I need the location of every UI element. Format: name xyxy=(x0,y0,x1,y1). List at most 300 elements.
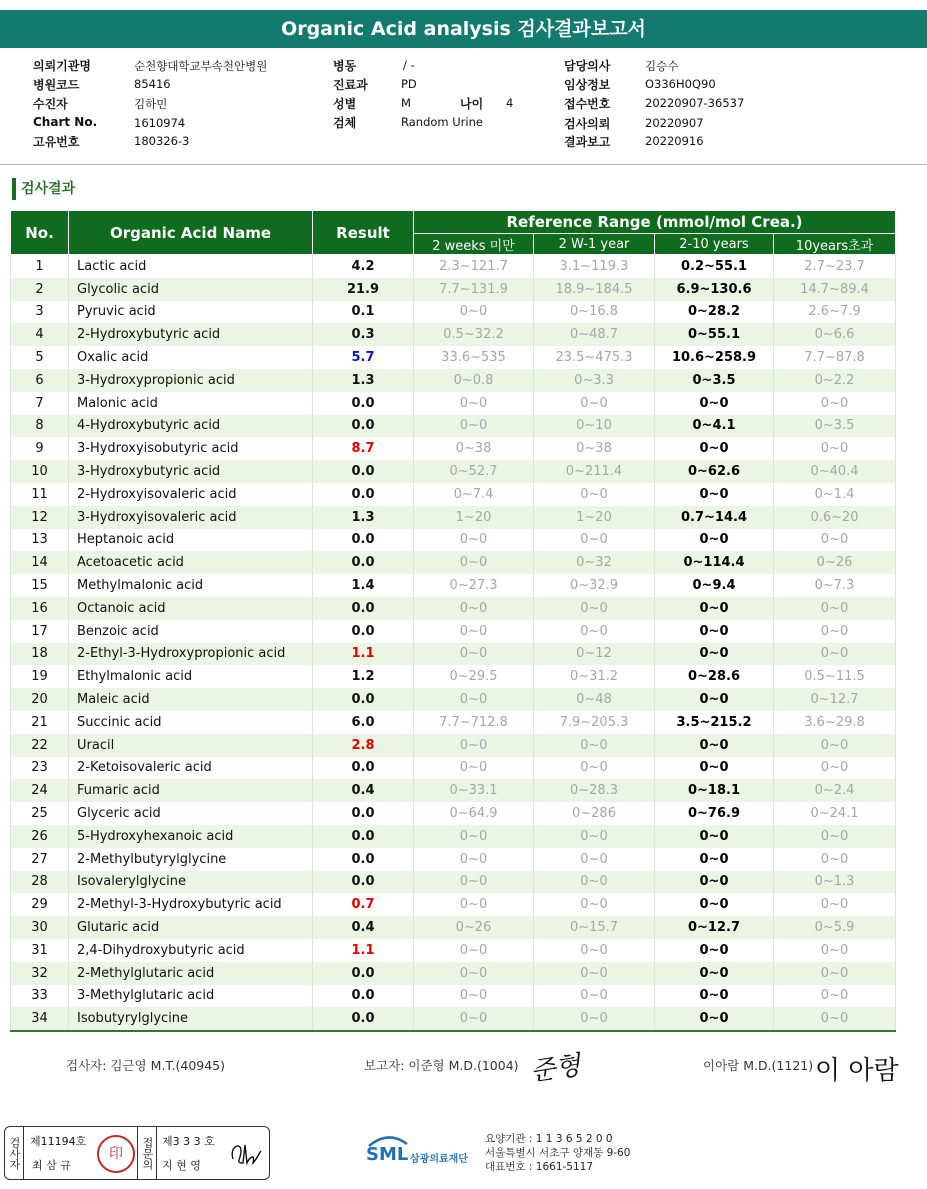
cell-range-2-10years: 0~0 xyxy=(655,597,774,620)
table-row xyxy=(11,939,896,962)
cell-range-2w-1year: 0~0 xyxy=(534,529,655,552)
cell-range-2w-1year: 0~0 xyxy=(534,825,655,848)
cell-range-2weeks: 0~0 xyxy=(414,392,534,415)
cell-result: 0.0 xyxy=(313,688,414,711)
cell-no: 9 xyxy=(11,437,69,460)
cell-range-2weeks: 0~0 xyxy=(414,848,534,871)
cell-range-2-10years: 0~12.7 xyxy=(655,916,774,939)
cell-range-2w-1year: 0~10 xyxy=(534,415,655,438)
cell-range-2w-1year: 0~31.2 xyxy=(534,665,655,688)
cell-result: 0.0 xyxy=(313,825,414,848)
table-row xyxy=(11,415,896,438)
value-unique-no: 180326-3 xyxy=(134,134,190,148)
cell-range-10years: 0~0 xyxy=(774,848,896,871)
cell-name: Ethylmalonic acid xyxy=(69,665,313,688)
cell-result: 0.0 xyxy=(313,460,414,483)
cell-name: Heptanoic acid xyxy=(69,529,313,552)
cell-result: 0.3 xyxy=(313,323,414,346)
cell-range-2weeks: 0~27.3 xyxy=(414,574,534,597)
cell-range-10years: 0~0 xyxy=(774,643,896,666)
cell-result: 1.4 xyxy=(313,574,414,597)
cell-name: 3-Hydroxybutyric acid xyxy=(69,460,313,483)
header-name: Organic Acid Name xyxy=(69,211,313,255)
cell-name: Glutaric acid xyxy=(69,916,313,939)
cell-name: 2-Ethyl-3-Hydroxypropionic acid xyxy=(69,643,313,666)
table-row xyxy=(11,734,896,757)
cell-range-2-10years: 0~76.9 xyxy=(655,802,774,825)
table-row xyxy=(11,962,896,985)
table-row xyxy=(11,985,896,1008)
cell-range-2w-1year: 0~0 xyxy=(534,848,655,871)
examiner-signature-line: 검사자: 김근영 M.T.(40945) xyxy=(66,1058,226,1073)
value-doctor: 김승수 xyxy=(645,59,679,73)
reporter-signature-line: 보고자: 이준형 M.D.(1004) xyxy=(364,1058,519,1073)
org-address: 서울특별시 서초구 양재동 9-60 xyxy=(485,1147,631,1159)
cell-no: 16 xyxy=(11,597,69,620)
table-row xyxy=(11,551,896,574)
label-ward: 병동 xyxy=(333,59,357,73)
cell-no: 24 xyxy=(11,779,69,802)
cell-name: Pyruvic acid xyxy=(69,301,313,324)
header-range-2: 2 W-1 year xyxy=(534,234,655,255)
cell-range-2w-1year: 0~3.3 xyxy=(534,369,655,392)
cell-result: 0.0 xyxy=(313,1007,414,1031)
cell-no: 33 xyxy=(11,985,69,1008)
specialist-label-vertical xyxy=(137,1127,157,1179)
cell-result: 1.3 xyxy=(313,369,414,392)
table-row xyxy=(11,346,896,369)
cell-range-2-10years: 0~0 xyxy=(655,734,774,757)
patient-info xyxy=(0,52,927,165)
examiner-name: 최 삼 규 xyxy=(32,1159,71,1172)
org-code: 요양기관 : 1 1 3 6 5 2 0 0 xyxy=(485,1133,613,1145)
section-title: 검사결과 xyxy=(12,178,75,200)
cell-range-10years: 0~0 xyxy=(774,734,896,757)
cell-range-2-10years: 0~0 xyxy=(655,437,774,460)
cell-range-2weeks: 0~29.5 xyxy=(414,665,534,688)
cell-no: 8 xyxy=(11,415,69,438)
cell-range-2w-1year: 0~15.7 xyxy=(534,916,655,939)
cell-range-2weeks: 0~0 xyxy=(414,415,534,438)
cell-no: 17 xyxy=(11,620,69,643)
header-reference: Reference Range (mmol/mol Crea.) xyxy=(414,211,896,234)
label-report-date: 결과보고 xyxy=(564,135,611,149)
header-result: Result xyxy=(313,211,414,255)
specialist-license-no: 제3 3 3 호 xyxy=(162,1135,215,1148)
table-row xyxy=(11,529,896,552)
cell-result: 0.0 xyxy=(313,985,414,1008)
cell-range-10years: 0~0 xyxy=(774,757,896,780)
table-row xyxy=(11,848,896,871)
cell-range-10years: 0~0 xyxy=(774,825,896,848)
cell-range-2w-1year: 0~211.4 xyxy=(534,460,655,483)
cell-range-2-10years: 0~0 xyxy=(655,757,774,780)
cell-range-2weeks: 1~20 xyxy=(414,506,534,529)
logo-subtext: 삼광의료재단 xyxy=(410,1154,468,1165)
cell-range-2weeks: 0~0 xyxy=(414,871,534,894)
table-row xyxy=(11,323,896,346)
cell-range-2-10years: 0~0 xyxy=(655,962,774,985)
cell-no: 23 xyxy=(11,757,69,780)
cell-name: 2-Ketoisovaleric acid xyxy=(69,757,313,780)
cell-range-2-10years: 0~0 xyxy=(655,643,774,666)
header-no: No. xyxy=(11,211,69,255)
table-row xyxy=(11,643,896,666)
cell-range-2-10years: 10.6~258.9 xyxy=(655,346,774,369)
value-request-date: 20220907 xyxy=(645,116,704,130)
table-row xyxy=(11,871,896,894)
cell-result: 0.0 xyxy=(313,392,414,415)
cell-range-2weeks: 7.7~131.9 xyxy=(414,278,534,301)
table-row xyxy=(11,483,896,506)
value-clinical-info: O336H0Q90 xyxy=(645,77,716,91)
cell-range-2-10years: 0~9.4 xyxy=(655,574,774,597)
cell-range-10years: 7.7~87.8 xyxy=(774,346,896,369)
cell-range-2weeks: 0~0 xyxy=(414,620,534,643)
cell-range-10years: 0~1.4 xyxy=(774,483,896,506)
cell-range-2-10years: 0~114.4 xyxy=(655,551,774,574)
cell-range-10years: 0~26 xyxy=(774,551,896,574)
cell-name: 3-Hydroxyisobutyric acid xyxy=(69,437,313,460)
table-row xyxy=(11,620,896,643)
cell-range-2w-1year: 0~0 xyxy=(534,392,655,415)
table-row xyxy=(11,255,896,278)
label-sex: 성별 xyxy=(333,97,357,111)
cell-range-2weeks: 0~26 xyxy=(414,916,534,939)
cell-name: 2,4-Dihydroxybutyric acid xyxy=(69,939,313,962)
examiner-label-vertical xyxy=(5,1127,24,1179)
cell-range-10years: 0~0 xyxy=(774,620,896,643)
cell-result: 0.4 xyxy=(313,779,414,802)
cell-no: 18 xyxy=(11,643,69,666)
cell-range-2w-1year: 0~32 xyxy=(534,551,655,574)
cell-name: 2-Methylbutyrylglycine xyxy=(69,848,313,871)
cell-range-10years: 2.7~23.7 xyxy=(774,255,896,278)
cell-no: 29 xyxy=(11,893,69,916)
cell-range-10years: 0~0 xyxy=(774,939,896,962)
cell-result: 0.0 xyxy=(313,802,414,825)
cell-result: 1.3 xyxy=(313,506,414,529)
table-row xyxy=(11,369,896,392)
cell-result: 0.0 xyxy=(313,757,414,780)
cell-range-2weeks: 2.3~121.7 xyxy=(414,255,534,278)
cell-range-2weeks: 7.7~712.8 xyxy=(414,711,534,734)
cell-range-2weeks: 0~7.4 xyxy=(414,483,534,506)
specialist-label-text: 접문의 xyxy=(141,1136,154,1170)
table-row xyxy=(11,597,896,620)
value-ward: / - xyxy=(403,58,415,72)
cell-range-2w-1year: 0~0 xyxy=(534,597,655,620)
cell-no: 26 xyxy=(11,825,69,848)
seal-stamp: 印 xyxy=(97,1135,135,1173)
value-collector: 김하민 xyxy=(134,97,168,111)
cell-no: 4 xyxy=(11,323,69,346)
cell-no: 30 xyxy=(11,916,69,939)
cell-range-2w-1year: 0~16.8 xyxy=(534,301,655,324)
cell-name: 3-Hydroxypropionic acid xyxy=(69,369,313,392)
label-unique-no: 고유번호 xyxy=(33,135,80,149)
reporter-signature: 준형 xyxy=(528,1050,583,1088)
cell-no: 28 xyxy=(11,871,69,894)
cell-name: 3-Methylglutaric acid xyxy=(69,985,313,1008)
organization-info xyxy=(485,1132,630,1174)
cell-range-10years: 0~2.2 xyxy=(774,369,896,392)
cell-name: Malonic acid xyxy=(69,392,313,415)
cell-name: 2-Hydroxyisovaleric acid xyxy=(69,483,313,506)
cell-range-2weeks: 0~38 xyxy=(414,437,534,460)
cell-range-2w-1year: 0~38 xyxy=(534,437,655,460)
cell-range-2weeks: 0~33.1 xyxy=(414,779,534,802)
cell-range-2w-1year: 0~48 xyxy=(534,688,655,711)
cell-name: 4-Hydroxybutyric acid xyxy=(69,415,313,438)
report-title: Organic Acid analysis 검사결과보고서 xyxy=(0,10,927,48)
table-row xyxy=(11,1007,896,1031)
table-row xyxy=(11,574,896,597)
cell-result: 4.2 xyxy=(313,255,414,278)
cell-no: 34 xyxy=(11,1007,69,1031)
cell-result: 8.7 xyxy=(313,437,414,460)
cell-result: 6.0 xyxy=(313,711,414,734)
value-age: 4 xyxy=(506,96,514,110)
cell-name: 2-Methylglutaric acid xyxy=(69,962,313,985)
cell-range-2w-1year: 0~0 xyxy=(534,757,655,780)
license-stamp-box xyxy=(4,1126,270,1180)
specialist-signature-icon xyxy=(227,1137,265,1171)
cell-range-10years: 3.6~29.8 xyxy=(774,711,896,734)
cell-range-2weeks: 0~0 xyxy=(414,893,534,916)
doctor-signature-line: 이아람 M.D.(1121) xyxy=(703,1058,814,1073)
cell-name: Lactic acid xyxy=(69,255,313,278)
cell-no: 7 xyxy=(11,392,69,415)
cell-range-2w-1year: 3.1~119.3 xyxy=(534,255,655,278)
cell-range-10years: 0.6~20 xyxy=(774,506,896,529)
table-row xyxy=(11,711,896,734)
cell-name: Isovalerylglycine xyxy=(69,871,313,894)
org-phone: 대표번호 : 1661-5117 xyxy=(485,1161,594,1173)
table-row xyxy=(11,278,896,301)
cell-name: Glyceric acid xyxy=(69,802,313,825)
cell-result: 0.4 xyxy=(313,916,414,939)
table-row xyxy=(11,779,896,802)
cell-no: 15 xyxy=(11,574,69,597)
cell-range-2-10years: 0~18.1 xyxy=(655,779,774,802)
cell-result: 0.0 xyxy=(313,848,414,871)
value-institution: 순천향대학교부속천안병원 xyxy=(134,59,268,73)
value-specimen: Random Urine xyxy=(401,115,483,129)
value-hospital-code: 85416 xyxy=(134,77,171,91)
table-row xyxy=(11,437,896,460)
cell-range-2weeks: 0~0 xyxy=(414,939,534,962)
cell-range-2-10years: 3.5~215.2 xyxy=(655,711,774,734)
cell-range-10years: 0~0 xyxy=(774,985,896,1008)
cell-range-2weeks: 0~0 xyxy=(414,688,534,711)
cell-name: 3-Hydroxyisovaleric acid xyxy=(69,506,313,529)
value-sex: M xyxy=(401,96,411,110)
cell-range-10years: 0~0 xyxy=(774,597,896,620)
table-row xyxy=(11,893,896,916)
cell-no: 11 xyxy=(11,483,69,506)
cell-range-2weeks: 0.5~32.2 xyxy=(414,323,534,346)
cell-range-2w-1year: 0~0 xyxy=(534,620,655,643)
cell-range-2-10years: 0~0 xyxy=(655,620,774,643)
table-row xyxy=(11,688,896,711)
logo-text: SML xyxy=(366,1144,409,1165)
cell-range-10years: 0~40.4 xyxy=(774,460,896,483)
cell-range-2w-1year: 0~0 xyxy=(534,962,655,985)
cell-no: 1 xyxy=(11,255,69,278)
cell-result: 2.8 xyxy=(313,734,414,757)
cell-range-2weeks: 0~0 xyxy=(414,643,534,666)
cell-result: 0.0 xyxy=(313,620,414,643)
table-row xyxy=(11,460,896,483)
cell-range-2w-1year: 0~48.7 xyxy=(534,323,655,346)
cell-no: 21 xyxy=(11,711,69,734)
value-chart-no: 1610974 xyxy=(134,116,186,130)
cell-range-2w-1year: 0~32.9 xyxy=(534,574,655,597)
cell-no: 25 xyxy=(11,802,69,825)
label-collector: 수진자 xyxy=(33,97,68,111)
cell-range-10years: 0~0 xyxy=(774,392,896,415)
cell-name: 5-Hydroxyhexanoic acid xyxy=(69,825,313,848)
table-row xyxy=(11,757,896,780)
label-doctor: 담당의사 xyxy=(564,59,611,73)
value-department: PD xyxy=(401,77,417,91)
cell-range-2weeks: 0~64.9 xyxy=(414,802,534,825)
sml-logo xyxy=(366,1134,484,1174)
cell-range-10years: 0~3.5 xyxy=(774,415,896,438)
table-row xyxy=(11,301,896,324)
cell-range-2weeks: 0~0 xyxy=(414,301,534,324)
cell-range-2w-1year: 0~0 xyxy=(534,734,655,757)
cell-result: 0.0 xyxy=(313,551,414,574)
table-row xyxy=(11,506,896,529)
cell-range-2-10years: 0~3.5 xyxy=(655,369,774,392)
cell-range-10years: 0~0 xyxy=(774,962,896,985)
cell-range-2weeks: 0~0 xyxy=(414,551,534,574)
cell-name: Glycolic acid xyxy=(69,278,313,301)
header-range-3: 2-10 years xyxy=(655,234,774,255)
label-chart-no: Chart No. xyxy=(33,115,98,129)
table-row xyxy=(11,916,896,939)
cell-name: Benzoic acid xyxy=(69,620,313,643)
cell-range-2-10years: 0~0 xyxy=(655,893,774,916)
cell-name: Isobutyrylglycine xyxy=(69,1007,313,1031)
cell-range-10years: 0~0 xyxy=(774,437,896,460)
label-specimen: 검체 xyxy=(333,116,357,130)
cell-name: Acetoacetic acid xyxy=(69,551,313,574)
cell-range-2-10years: 0~0 xyxy=(655,848,774,871)
cell-range-2w-1year: 0~0 xyxy=(534,483,655,506)
cell-range-10years: 2.6~7.9 xyxy=(774,301,896,324)
cell-name: Succinic acid xyxy=(69,711,313,734)
cell-no: 14 xyxy=(11,551,69,574)
cell-range-2-10years: 0.7~14.4 xyxy=(655,506,774,529)
cell-range-2-10years: 0~0 xyxy=(655,825,774,848)
cell-range-2w-1year: 0~0 xyxy=(534,985,655,1008)
cell-no: 12 xyxy=(11,506,69,529)
cell-no: 2 xyxy=(11,278,69,301)
cell-result: 1.2 xyxy=(313,665,414,688)
cell-no: 13 xyxy=(11,529,69,552)
label-age: 나이 xyxy=(460,97,484,111)
label-request-date: 검사의뢰 xyxy=(564,117,611,131)
cell-no: 20 xyxy=(11,688,69,711)
cell-range-2-10years: 0~0 xyxy=(655,871,774,894)
header-range-1: 2 weeks 미만 xyxy=(414,234,534,255)
cell-range-2-10years: 0~4.1 xyxy=(655,415,774,438)
cell-range-2weeks: 0~0 xyxy=(414,985,534,1008)
cell-range-2weeks: 0~52.7 xyxy=(414,460,534,483)
cell-range-2-10years: 0~0 xyxy=(655,985,774,1008)
value-receipt-no: 20220907-36537 xyxy=(645,96,745,110)
cell-result: 0.1 xyxy=(313,301,414,324)
cell-no: 19 xyxy=(11,665,69,688)
cell-range-10years: 14.7~89.4 xyxy=(774,278,896,301)
cell-range-10years: 0~24.1 xyxy=(774,802,896,825)
label-clinical-info: 임상정보 xyxy=(564,78,611,92)
cell-range-10years: 0~7.3 xyxy=(774,574,896,597)
cell-range-2w-1year: 18.9~184.5 xyxy=(534,278,655,301)
cell-range-10years: 0~0 xyxy=(774,893,896,916)
cell-range-2-10years: 0~0 xyxy=(655,939,774,962)
cell-name: Uracil xyxy=(69,734,313,757)
cell-range-2w-1year: 0~0 xyxy=(534,871,655,894)
cell-range-2weeks: 0~0 xyxy=(414,757,534,780)
cell-no: 32 xyxy=(11,962,69,985)
cell-result: 0.0 xyxy=(313,597,414,620)
cell-range-2-10years: 0~0 xyxy=(655,1007,774,1031)
table-row xyxy=(11,802,896,825)
value-report-date: 20220916 xyxy=(645,134,704,148)
cell-result: 1.1 xyxy=(313,939,414,962)
cell-no: 22 xyxy=(11,734,69,757)
cell-range-10years: 0~2.4 xyxy=(774,779,896,802)
cell-range-2-10years: 0~0 xyxy=(655,392,774,415)
cell-result: 21.9 xyxy=(313,278,414,301)
cell-range-2w-1year: 1~20 xyxy=(534,506,655,529)
cell-range-10years: 0~12.7 xyxy=(774,688,896,711)
header-range-4: 10years초과 xyxy=(774,234,896,255)
cell-result: 5.7 xyxy=(313,346,414,369)
cell-name: 2-Methyl-3-Hydroxybutyric acid xyxy=(69,893,313,916)
cell-range-2w-1year: 0~0 xyxy=(534,939,655,962)
cell-no: 31 xyxy=(11,939,69,962)
label-receipt-no: 접수번호 xyxy=(564,97,611,111)
cell-name: Octanoic acid xyxy=(69,597,313,620)
label-hospital-code: 병원코드 xyxy=(33,78,80,92)
cell-range-2w-1year: 0~0 xyxy=(534,1007,655,1031)
cell-range-2-10years: 0~0 xyxy=(655,483,774,506)
cell-name: Maleic acid xyxy=(69,688,313,711)
cell-range-2w-1year: 0~12 xyxy=(534,643,655,666)
cell-result: 0.0 xyxy=(313,962,414,985)
cell-range-2weeks: 0~0 xyxy=(414,597,534,620)
cell-range-10years: 0~5.9 xyxy=(774,916,896,939)
examiner-label-text: 검사자 xyxy=(8,1136,21,1170)
cell-range-2w-1year: 0~0 xyxy=(534,893,655,916)
cell-range-2-10years: 0~28.2 xyxy=(655,301,774,324)
table-row xyxy=(11,392,896,415)
cell-result: 0.0 xyxy=(313,415,414,438)
cell-no: 6 xyxy=(11,369,69,392)
cell-range-2-10years: 0.2~55.1 xyxy=(655,255,774,278)
label-department: 진료과 xyxy=(333,78,368,92)
cell-result: 0.0 xyxy=(313,871,414,894)
cell-range-2weeks: 0~0 xyxy=(414,734,534,757)
cell-range-2weeks: 0~0 xyxy=(414,1007,534,1031)
label-institution: 의뢰기관명 xyxy=(33,59,91,73)
results-table xyxy=(10,210,896,1032)
